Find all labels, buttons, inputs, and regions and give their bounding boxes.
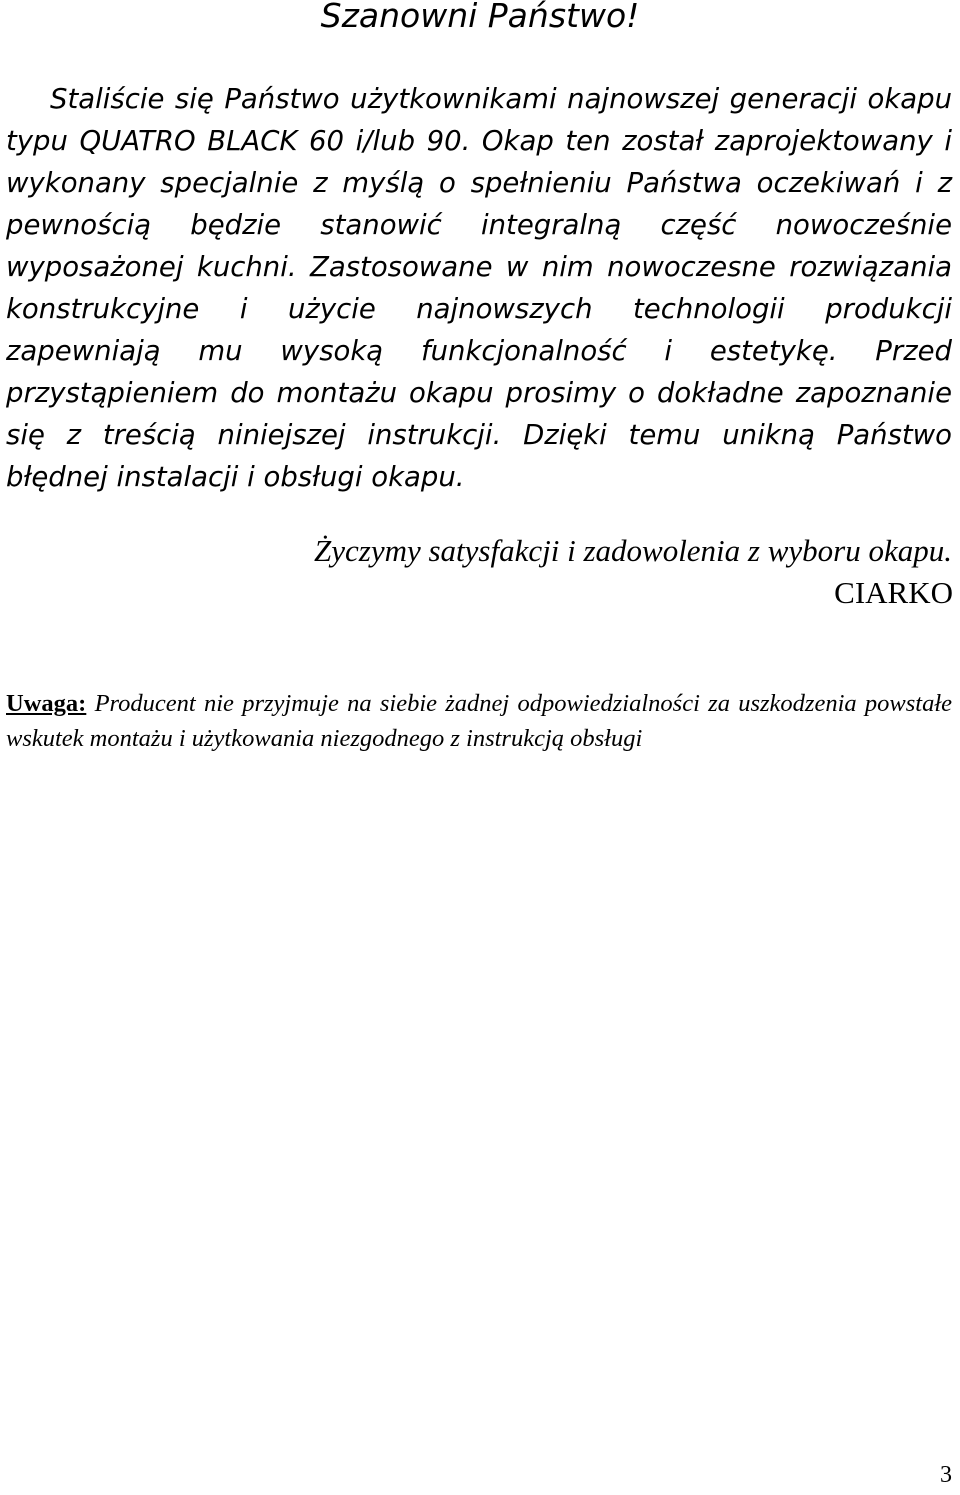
page-number: 3 [940,1462,952,1488]
closing-wish: Życzymy satysfakcji i zadowolenia z wyboru okapu. [314,533,952,568]
company-signature: CIARKO [834,575,953,610]
warning-note [6,686,952,756]
greeting-heading: Szanowni Państwo! [320,0,640,35]
intro-paragraph: Staliście się Państwo użytkownikami najnowszej generacji okapu typu QUATRO BLACK 60 i/lub 90. Okap ten został zaprojektowany i wykonany specjalnie z myślą o spełnieniu Państwa oczekiwań i z pewnością będzie stanowić integralną część nowocześnie wyposażonej kuchni. Zastosowane w nim nowoczesne rozwiązania konstrukcyjne i użycie najnowszych technologii produkcji zapewniają mu wysoką funkcjonalność i estetykę. Przed przystąpieniem do montażu okapu prosimy o dokładne zapoznanie się z treścią niniejszej instrukcji. Dzięki temu unikną Państwo błędnej instalacji i obsługi okapu. [6,83,952,493]
warning-note-label: Uwaga: [6,690,87,717]
warning-note-text: Producent nie przyjmuje na siebie żadnej odpowiedzialności za uszkodzenia powstałe wskutek montażu i użytkowania niezgodnego z instrukcją obsługi [6,690,953,752]
